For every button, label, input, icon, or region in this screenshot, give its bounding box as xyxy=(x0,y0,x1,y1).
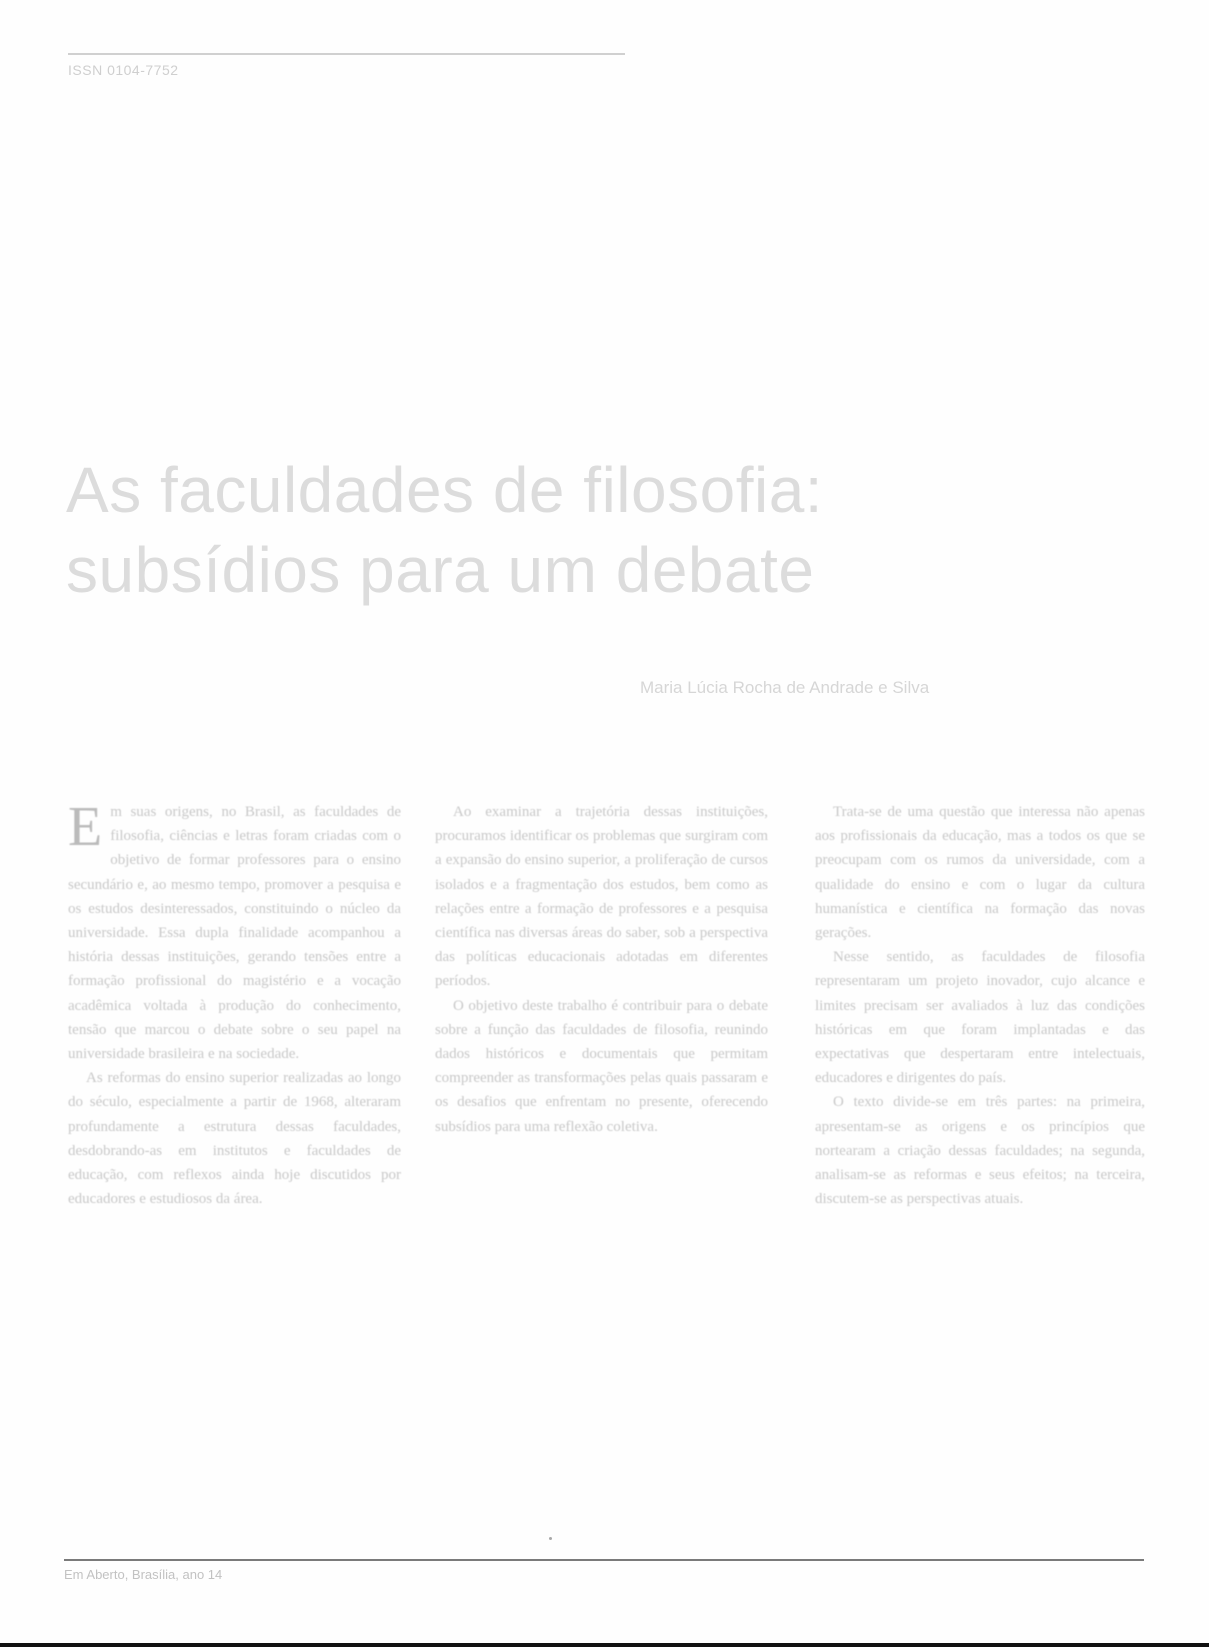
paragraph-text: m suas origens, no Brasil, as faculdades de filosofia, ciências e letras foram criadas com o objetivo de formar professores para o ensino secundário e, ao mesmo tempo, promover a pesquisa e os estudos desinteressados, constituindo o núcleo da universidade. Essa dupla finalidade acompanhou a história dessas instituições, gerando tensões entre a formação profissional do magistério e a vocação acadêmica voltada à produção do conhecimento, tensão que marcou o debate sobre o seu papel na universidade brasileira e na sociedade. xyxy=(68,804,401,1063)
paragraph: O objetivo deste trabalho é contribuir para o debate sobre a função das faculdades de filosofia, reunindo dados históricos e documentais que permitam compreender as transformações pelas quais passaram e os desafios que enfrentam no presente, oferecendo subsídios para uma reflexão coletiva. xyxy=(435,997,768,1135)
author-name: Maria Lúcia Rocha de Andrade e Silva xyxy=(640,678,930,697)
paragraph: As reformas do ensino superior realizadas ao longo do século, especialmente a partir de 1968, alteraram profundamente a estrutura dessas faculdades, desdobrando-as em institutos e faculdades de educação, com reflexos ainda hoje discutidos por educadores e estudiosos da área. xyxy=(68,1070,401,1208)
title-line-1: As faculdades de filosofia: xyxy=(66,454,824,526)
paragraph: Trata-se de uma questão que interessa não apenas aos profissionais da educação, mas a todos os que se preocupam com os rumos da universidade, com a qualidade do ensino e com o lugar da cultura humanística e científica na formação das novas gerações. xyxy=(815,804,1145,942)
title-line-2: subsídios para um debate xyxy=(66,534,815,606)
body-column-2 xyxy=(435,800,768,1490)
paragraph xyxy=(68,800,401,1066)
body-column-1 xyxy=(68,800,401,1490)
paragraph: Nesse sentido, as faculdades de filosofia representaram um projeto inovador, cujo alcance e limites precisam ser avaliados à luz das condições históricas em que foram implantadas e das expectativas que despertaram entre intelectuais, educadores e dirigentes do país. xyxy=(815,949,1145,1087)
drop-cap: E xyxy=(68,800,103,858)
top-rule xyxy=(68,53,625,55)
paragraph: O texto divide-se em três partes: na primeira, apresentam-se as origens e os princípios que nortearam a criação dessas faculdades; na segunda, analisam-se as reformas e seus efeitos; na terceira, discutem-se as perspectivas atuais. xyxy=(815,1094,1145,1208)
paragraph: Ao examinar a trajetória dessas instituições, procuramos identificar os problemas que surgiram com a expansão do ensino superior, a proliferação de cursos isolados e a fragmentação dos estudos, bem como as relações entre a formação de professores e a pesquisa científica nas diversas áreas do saber, sob a perspectiva das políticas educacionais adotadas em diferentes períodos. xyxy=(435,804,768,990)
scan-edge xyxy=(0,1643,1209,1647)
bottom-rule xyxy=(64,1559,1144,1561)
running-head: ISSN 0104-7752 xyxy=(68,62,179,78)
page-mark xyxy=(549,1537,552,1540)
footer-citation: Em Aberto, Brasília, ano 14 xyxy=(64,1567,223,1582)
body-column-3 xyxy=(815,800,1145,1490)
article-title xyxy=(66,450,1066,610)
